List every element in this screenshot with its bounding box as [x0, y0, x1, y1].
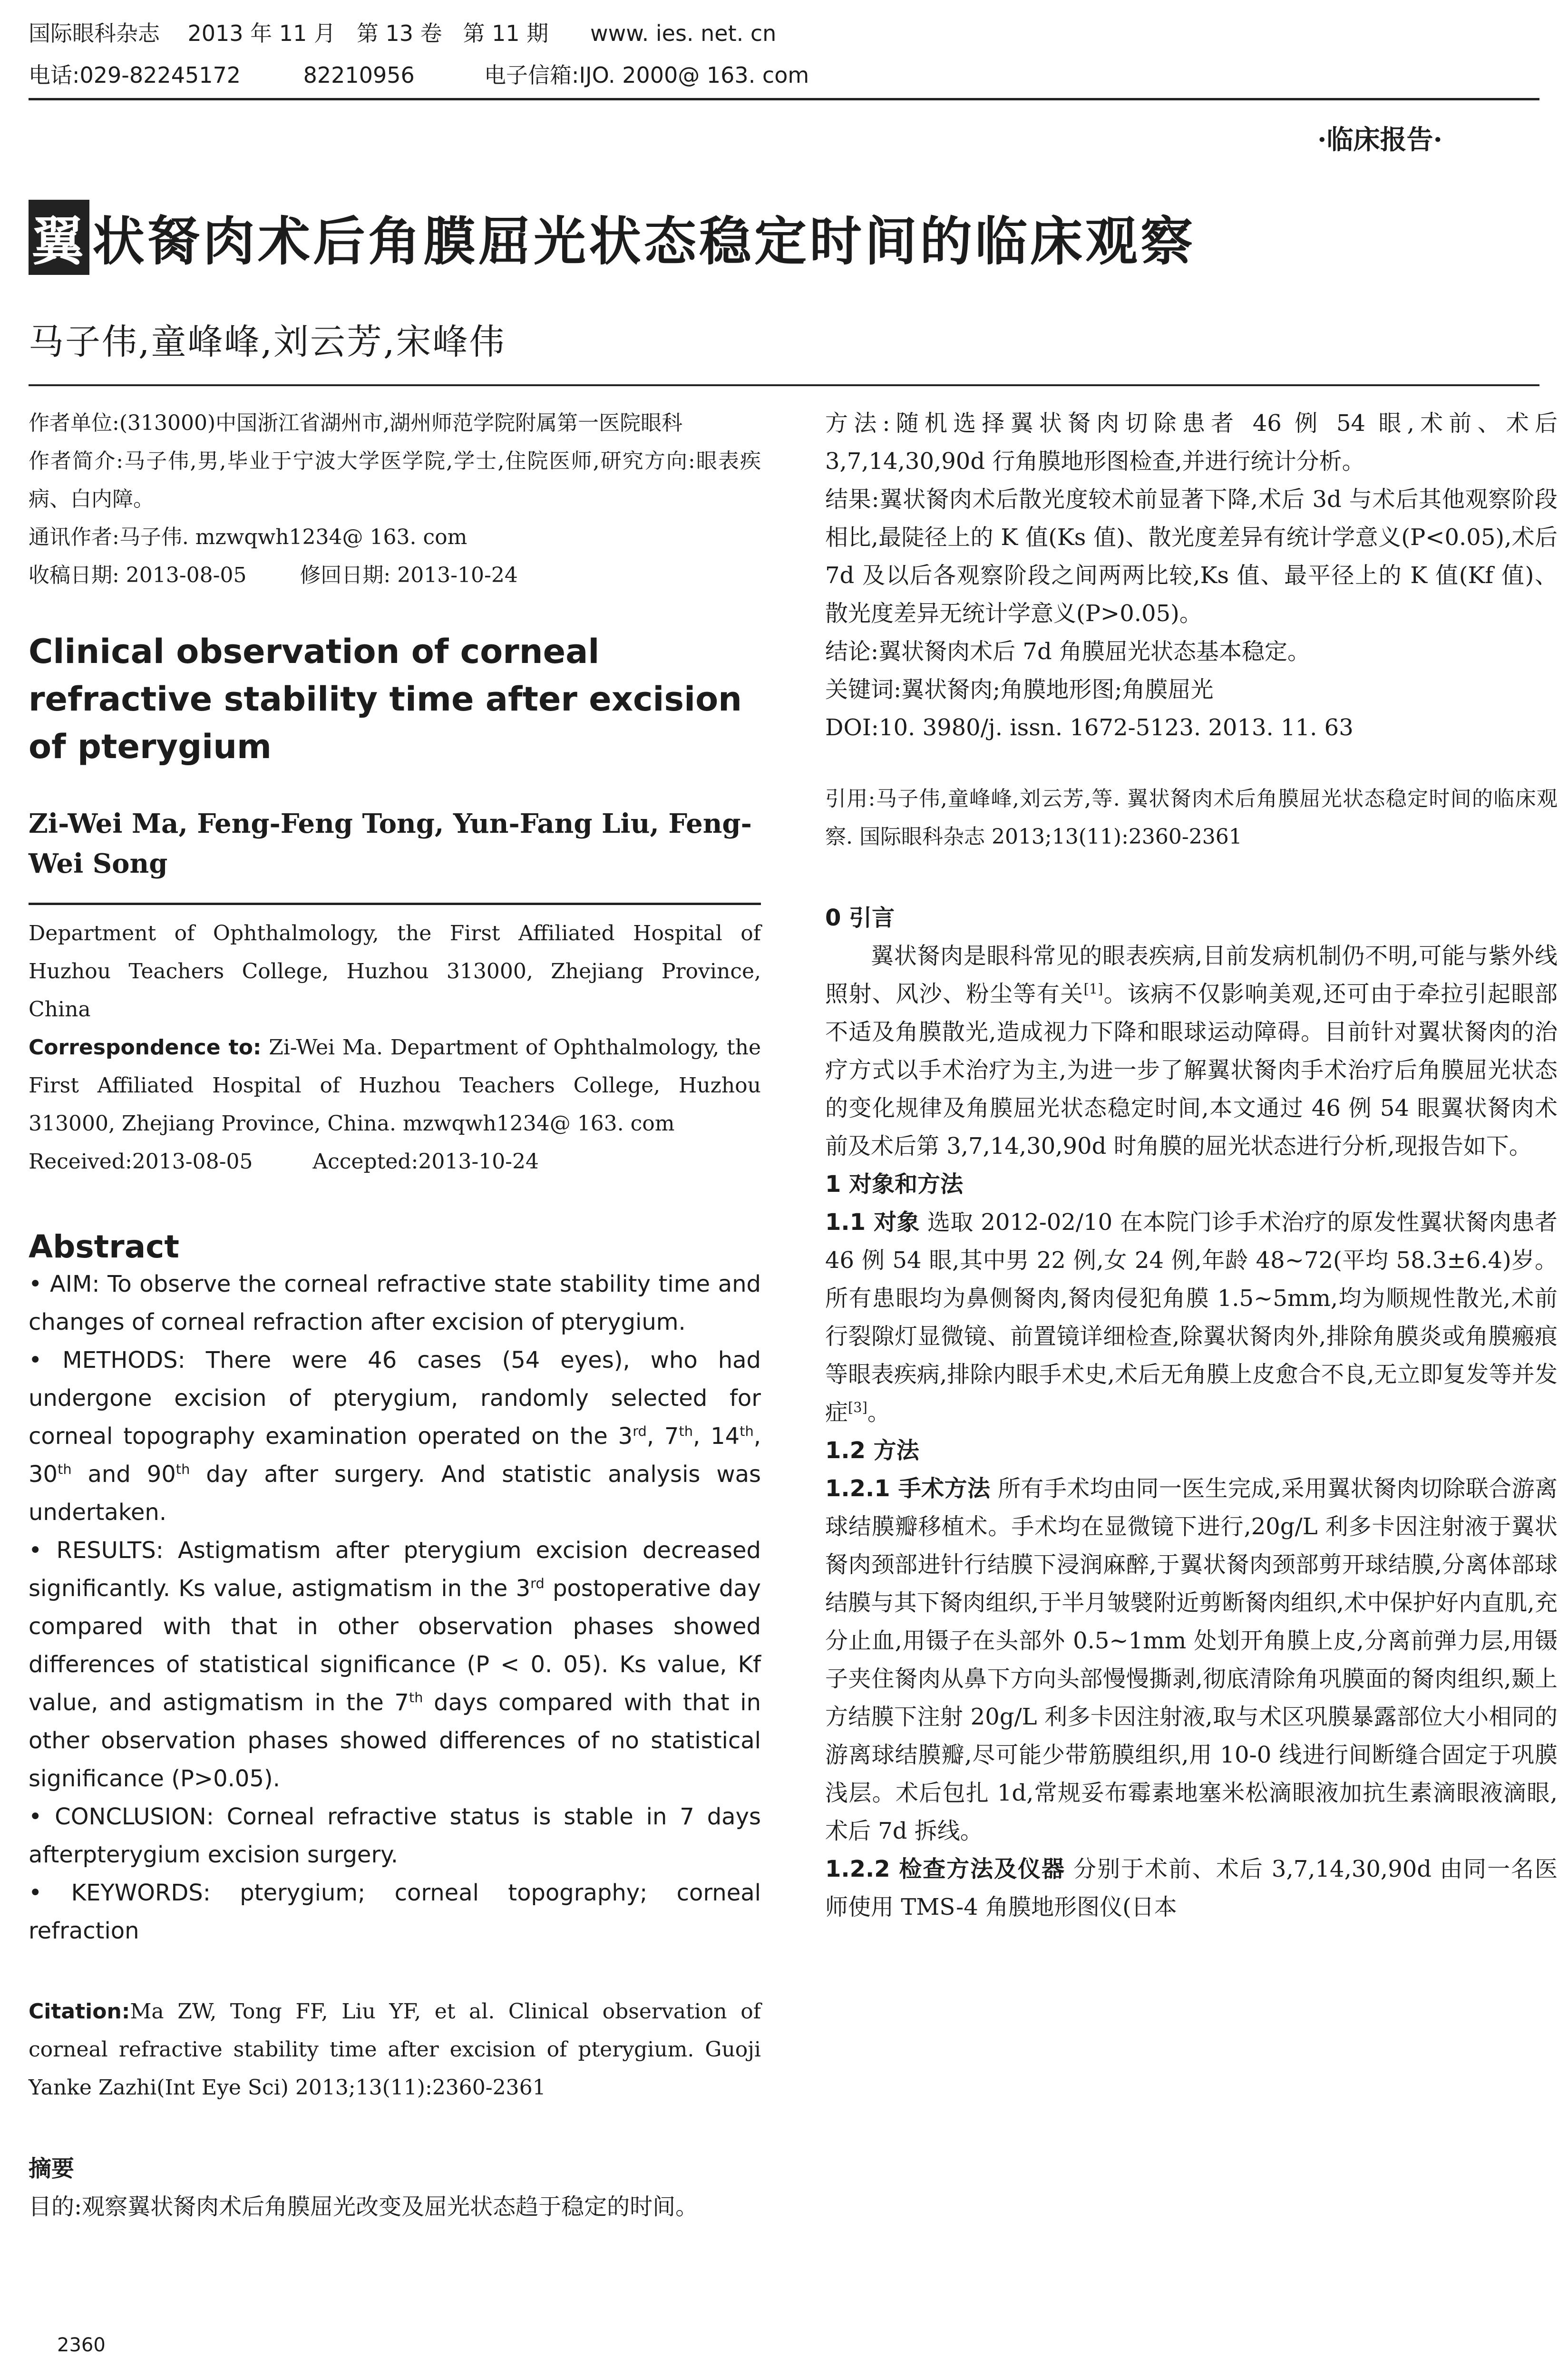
english-authors: Zi-Wei Ma, Feng-Feng Tong, Yun-Fang Liu, Feng-Wei Song: [29, 808, 752, 879]
page-number: 2360: [57, 2334, 106, 2356]
journal-header-line1: 国际眼科杂志 2013 年 11 月 第 13 卷 第 11 期 www. ies. net. cn: [29, 20, 777, 46]
authors: 马子伟,童峰峰,刘云芳,宋峰伟: [29, 321, 506, 362]
department: Department of Ophthalmology, the First Affiliated Hospital of Huzhou Teachers College, Huzhou 313000, Zhejiang Province, China: [29, 921, 761, 1022]
citation-label: Citation:: [29, 1999, 130, 2024]
header-rule: [29, 98, 1539, 100]
abstract-conclusion: • CONCLUSION: Corneal refractive status is stable in 7 days afterpterygium excision surgery.: [29, 1803, 761, 1868]
ref-3[interactable]: [3]: [848, 1399, 867, 1415]
abstract-keywords: • KEYWORDS: pterygium; corneal topography; corneal refraction: [29, 1880, 761, 1944]
english-authors-rule: [29, 903, 761, 905]
section-1-2-1: 1.2.1 手术方法 所有手术均由同一医生完成,采用翼状胬肉切除联合游离球结膜瓣移植术。手术均在显微镜下进行,20g/L 利多卡因注射液于翼状胬肉颈部进针行结膜下浸润麻醉,于翼状胬肉颈部剪开球结膜,分离体部球结膜与其下胬肉组织,于半月皱襞附近剪断胬肉组织,术中保护好内直肌,充分止血,用镊子在头部外 0.5~1mm 处划开角膜上皮,分离前弹力层,用镊子夹住胬肉从鼻下方向头部慢慢撕剥,彻底清除角巩膜面的胬肉组织,颞上方结膜下注射 20g/L 利多卡因注射液,取与术区巩膜暴露部位大小相同的游离球结膜瓣,尽可能少带筋膜组织,用 10-0 线进行间断缝合固定于巩膜浅层。术后包扎 1d,常规妥布霉素地塞米松滴眼液加抗生素滴眼液滴眼,术后 7d 拆线。: [825, 1475, 1558, 1844]
title-rest: 状胬肉术后角膜屈光状态稳定时间的临床观察: [92, 211, 1196, 272]
citation-text: Ma ZW, Tong FF, Liu YF, et al. Clinical observation of corneal refractive stability time after excision of pterygium. Guoji Yanke Zazhi(Int Eye Sci) 2013;13(11):2360-2361: [29, 1999, 761, 2100]
received-dates: 收稿日期: 2013-08-05 修回日期: 2013-10-24: [29, 563, 518, 587]
section-tag: ·临床报告·: [1317, 124, 1442, 156]
zh-citation: 引用:马子伟,童峰峰,刘云芳,等. 翼状胬肉术后角膜屈光状态稳定时间的临床观察. 国际眼科杂志 2013;13(11):2360-2361: [825, 787, 1558, 849]
received-accepted: Received:2013-08-05 Accepted:2013-10-24: [29, 1150, 539, 1174]
correspondence-label: Correspondence to:: [29, 1035, 262, 1060]
chinese-abstract-heading: 摘要: [29, 2155, 75, 2182]
zh-abstract-methods: 方法:随机选择翼状胬肉切除患者 46 例 54 眼,术前、术后 3,7,14,30,90d 行角膜地形图检查,并进行统计分析。: [825, 410, 1558, 475]
citation: [29, 1993, 761, 2107]
abstract-heading: Abstract: [29, 1228, 179, 1265]
chinese-abstract-aim: 目的:观察翼状胬肉术后角膜屈光改变及屈光状态趋于稳定的时间。: [29, 2193, 699, 2220]
english-title: Clinical observation of corneal refractive stability time after excision of pterygium: [29, 632, 742, 766]
corresponding-author: 通讯作者:马子伟. mzwqwh1234@ 163. com: [29, 525, 467, 549]
correspondence: [29, 1029, 761, 1143]
zh-keywords: 关键词:翼状胬肉;角膜地形图;角膜屈光: [825, 676, 1214, 703]
section-1-2-heading: 1.2 方法: [825, 1437, 919, 1464]
intro-paragraph: 翼状胬肉是眼科常见的眼表疾病,目前发病机制仍不明,可能与紫外线照射、风沙、粉尘等有关[1]。该病不仅影响美观,还可由于牵拉引起眼部不适及角膜散光,造成视力下降和眼球运动障碍。目前针对翼状胬肉的治疗方式以手术治疗为主,为进一步了解翼状胬肉手术治疗后角膜屈光状态的变化规律及角膜屈光状态稳定时间,本文通过 46 例 54 眼翼状胬肉术前及术后第 3,7,14,30,90d 时角膜的屈光状态进行分析,现报告如下。: [825, 943, 1558, 1159]
zh-abstract-results: 结果:翼状胬肉术后散光度较术前显著下降,术后 3d 与术后其他观察阶段相比,最陡径上的 K 值(Ks 值)、散光度差异有统计学意义(P<0.05),术后 7d 及以后各观察阶段之间两两比较,Ks 值、最平径上的 K 值(Kf 值)、散光度差异无统计学意义(P>0.05)。: [825, 486, 1558, 627]
right-column: [825, 404, 1558, 1926]
abstract-methods: • METHODS: There were 46 cases (54 eyes), who had undergone excision of pterygium, randomly selected for corneal topography examination operated on the 3rd, 7th, 14th, 30th and 90th day after surgery. And statistic analysis was undertaken.: [29, 1347, 761, 1526]
abstract-aim: • AIM: To observe the corneal refractive state stability time and changes of corneal refraction after excision of pterygium.: [29, 1271, 761, 1335]
author-bio: 作者简介:马子伟,男,毕业于宁波大学医学院,学士,住院医师,研究方向:眼表疾病、白内障。: [29, 449, 761, 511]
title-first-char: 翼: [29, 200, 89, 275]
journal-header-line2: 电话:029-82245172 82210956 电子信箱:IJO. 2000@ 163. com: [29, 62, 809, 88]
page-title: [29, 200, 1196, 275]
doi: DOI:10. 3980/j. issn. 1672-5123. 2013. 11. 63: [825, 714, 1354, 741]
section-1-1: 1.1 对象 选取 2012-02/10 在本院门诊手术治疗的原发性翼状胬肉患者 46 例 54 眼,其中男 22 例,女 24 例,年龄 48~72(平均 58.3±6.4)岁。所有患眼均为鼻侧胬肉,胬肉侵犯角膜 1.5~5mm,均为顺规性散光,术前行裂隙灯显微镜、前置镜详细检查,除翼状胬肉外,排除角膜炎或角膜瘢痕等眼表疾病,排除内眼手术史,术后无角膜上皮愈合不良,无立即复发等并发症[3]。: [825, 1209, 1558, 1426]
intro-heading: 0 引言: [825, 905, 895, 931]
correspondence-text: Zi-Wei Ma. Department of Ophthalmology, the First Affiliated Hospital of Huzhou Teachers College, Huzhou 313000, Zhejiang Province, China. mzwqwh1234@ 163. com: [29, 1035, 761, 1136]
section-1-2-2: 1.2.2 检查方法及仪器 分别于术前、术后 3,7,14,30,90d 由同一名医师使用 TMS-4 角膜地形图仪(日本: [825, 1856, 1558, 1920]
left-column: [29, 404, 761, 2226]
ref-1[interactable]: [1]: [1083, 981, 1103, 997]
zh-abstract-conclusion: 结论:翼状胬肉术后 7d 角膜屈光状态基本稳定。: [825, 638, 1310, 665]
section-1-heading: 1 对象和方法: [825, 1171, 964, 1198]
abstract-results: • RESULTS: Astigmatism after pterygium excision decreased significantly. Ks value, astigmatism in the 3rd postoperative day compared with that in other observation phases showed differences of statistical significance (P < 0. 05). Ks value, Kf value, and astigmatism in the 7th days compared with that in other observation phases showed differences of no statistical significance (P>0.05).: [29, 1537, 761, 1792]
author-affiliation: 作者单位:(313000)中国浙江省湖州市,湖州师范学院附属第一医院眼科: [29, 411, 683, 435]
title-rule: [29, 384, 1539, 386]
